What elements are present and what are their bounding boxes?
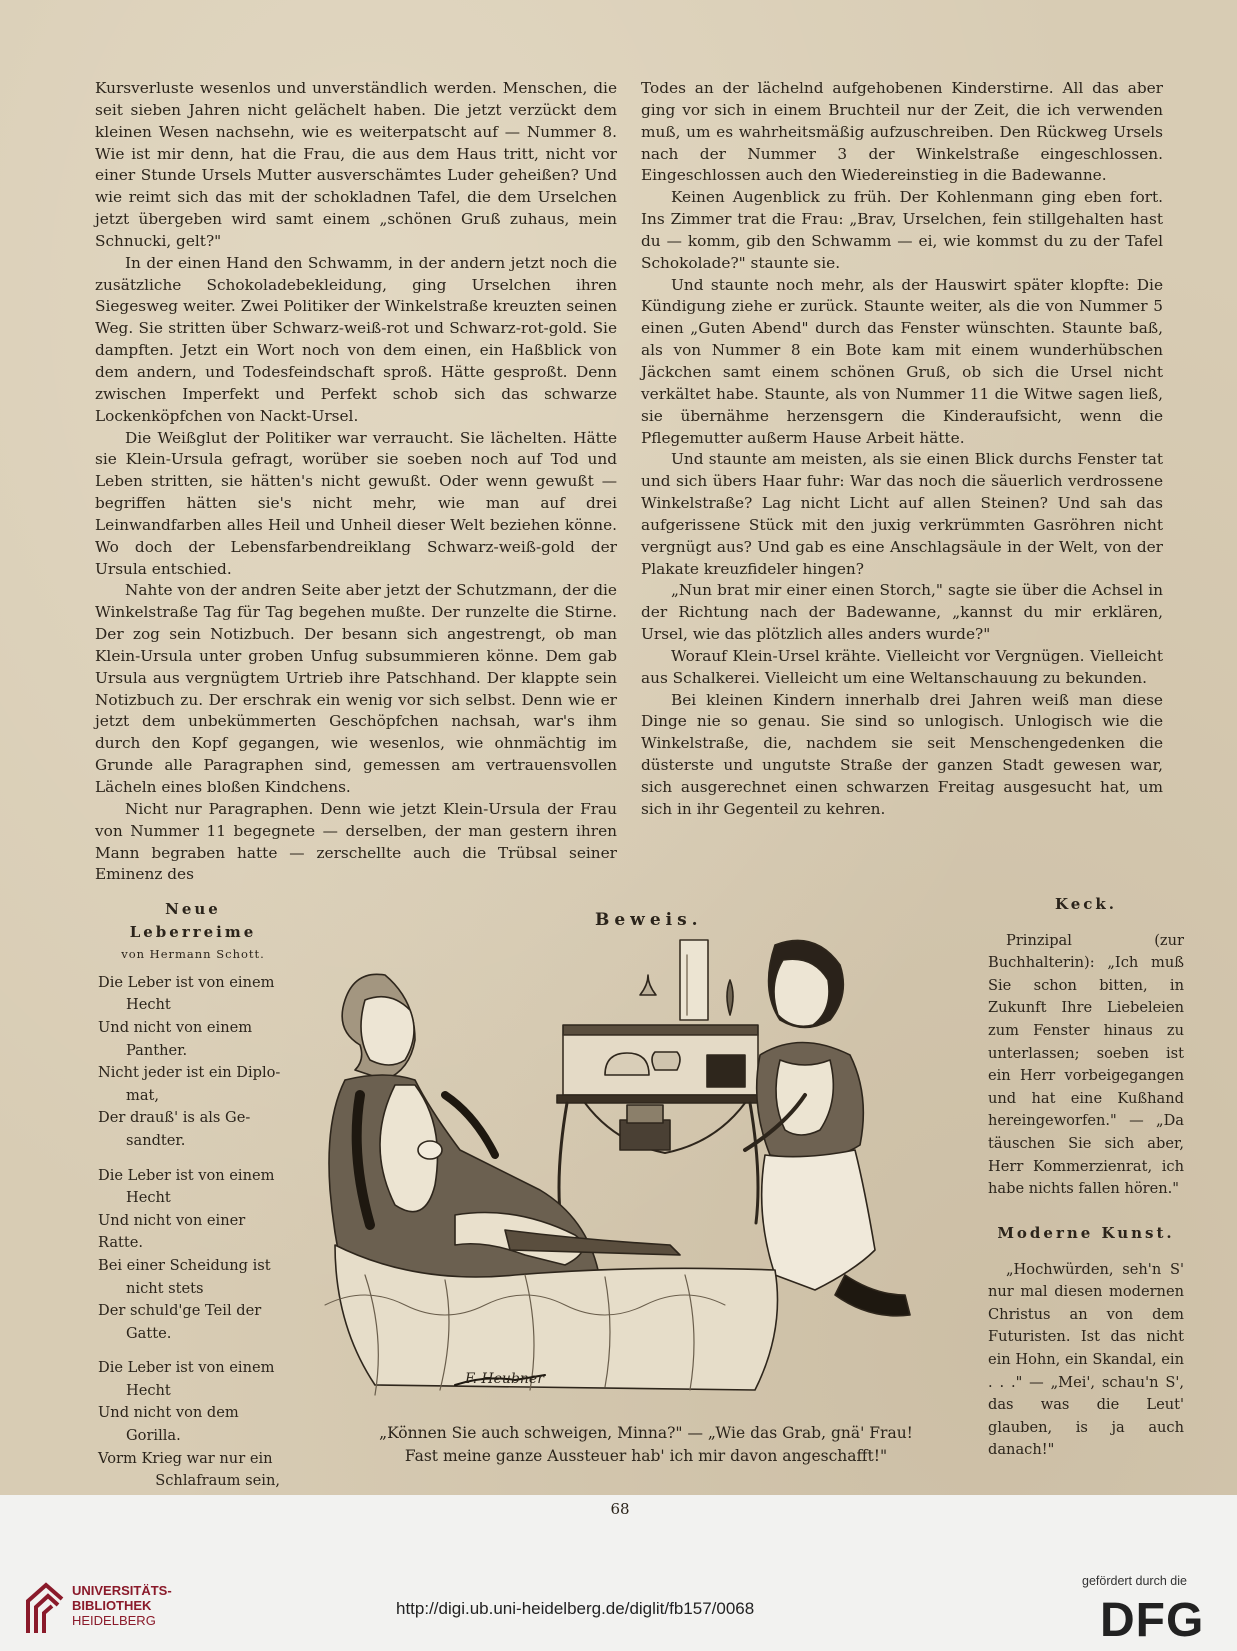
library-line: BIBLIOTHEK <box>72 1598 152 1613</box>
poem-line: Die Leber ist von einem <box>98 1166 275 1184</box>
etagere-table <box>557 940 762 1223</box>
woman-right <box>745 941 910 1316</box>
story-column-right <box>641 78 1163 821</box>
poem-stanza <box>98 972 288 1153</box>
source-url-link[interactable]: http://digi.ub.uni-heidelberg.de/diglit/fb157/0068 <box>396 1599 755 1618</box>
illustration-two-women <box>305 945 975 1415</box>
paragraph: Nicht nur Paragraphen. Denn wie jetzt Klein-Ursula der Frau von Nummer 11 begegnete — derselben, der man gestern ihren Mann begraben hatte — zerschellte auch die Trübsal seiner Eminenz des <box>95 799 617 884</box>
poem-line: Der schuld'ge Teil der <box>98 1302 262 1320</box>
poem-line: Und nicht von einer Ratte. <box>98 1211 246 1252</box>
paragraph: Kursverluste wesenlos und unverständlich werden. Menschen, die seit sieben Jahren nicht gelächelt haben. Die jetzt verzückt dem kleinen Wesen nachsehn, wie es weiterpatscht auf — Nummer 8. Wie ist mir denn, hat die Frau, die aus dem Haus tritt, nicht vor einer Stunde Ursels Mutter ausverschämtes Luder geheißen? Und wie reimt sich das mit der schokladnen Tafel, die dem Urselchen jetzt übergeben wird samt einem „schönen Gruß zuhaus, mein Schnucki, gelt?" <box>95 79 617 250</box>
poem-line: nicht stets <box>126 1279 204 1297</box>
paragraph: Keinen Augenblick zu früh. Der Kohlenmann ging eben fort. Ins Zimmer trat die Frau: „Brav, Urselchen, fein stillgehalten hast du — komm, gib den Schwamm — ei, wie kommst du zu der Tafel Schokolade?" staunte sie. <box>641 188 1163 272</box>
poem-line: Nicht jeder ist ein Diplo- <box>98 1064 281 1082</box>
moderne-kunst-title: Moderne Kunst. <box>997 1224 1175 1242</box>
viewer-footer <box>0 1495 1237 1651</box>
poem-title: Neue Leberreime <box>129 900 257 941</box>
keck-title: Keck. <box>1055 895 1117 913</box>
poem-line: Hecht <box>126 1381 171 1399</box>
poem-line: Bei einer Scheidung ist <box>98 1256 271 1274</box>
illustration-title: Beweis. <box>595 910 703 930</box>
caption-line: „Können Sie auch schweigen, Minna?" — „Wie das Grab, gnä' Frau! <box>379 1424 913 1442</box>
story-column-left <box>95 78 617 886</box>
keck-text: Prinzipal (zur Buchhalterin): „Ich muß Sie schon bitten, in Zukunft Ihre Liebeleien zum Fenster hinaus zu unterlassen; soeben ist ein Herr vorbeigegangen und hat eine Kußhand hereingeworfen." — „Da täuschen Sie sich aber, Herr Kommerzienrat, ich habe nichts fallen hören." <box>988 931 1184 1198</box>
library-line: UNIVERSITÄTS- <box>72 1583 172 1598</box>
poem-line: Und nicht von einem <box>98 1018 253 1036</box>
poem-line: Vorm Krieg war nur ein <box>98 1449 273 1467</box>
poem-line: sandter. <box>126 1131 186 1149</box>
poem-line: Panther. <box>126 1041 188 1059</box>
poem-line: Gatte. <box>126 1324 172 1342</box>
moderne-kunst-text: „Hochwürden, seh'n S' nur mal diesen modernen Christus an von dem Futuristen. Ist das nicht ein Hohn, ein Skandal, ein . . ." — „Mei', schau'n S', das was die Leut' glauben, is ja auch danach!" <box>988 1260 1184 1459</box>
university-library-logo-icon <box>24 1581 66 1637</box>
paragraph: Todes an der lächelnd aufgehobenen Kinderstirne. All das aber ging vor sich in einem Bruchteil nur der Zeit, die ich verwenden muß, um es wahrheitsmäßig aufzuschreiben. Den Rückweg Ursels nach der Nummer 3 der Winkelstraße eingeschlossen. Eingeschlossen auch den Wiedereinstieg in die Badewanne. <box>641 79 1163 185</box>
poem-author: von Hermann Schott. <box>121 947 265 962</box>
paragraph: Die Weißglut der Politiker war verraucht. Sie lächelten. Hätte sie Klein-Ursula gefragt, worüber sie soeben noch auf Tod und Leben stritten, sie hätten's nicht gewußt. Oder wenn gewußt — begriffen hätten sie's nicht mehr, wie man auf drei Leinwandfarben alles Heil und Unheil dieser Welt beziehen könne. Wo doch der Lebensfarbendreiklang Schwarz-weiß-gold der Ursula entschied. <box>95 428 617 578</box>
paragraph: Worauf Klein-Ursel krähte. Vielleicht vor Vergnügen. Vielleicht aus Schalkerei. Vielleicht um eine Weltanschauung zu bekunden. <box>641 646 1163 687</box>
paragraph: Nahte von der andren Seite aber jetzt der Schutzmann, der die Winkelstraße Tag für Tag begehen mußte. Der runzelte die Stirne. Der zog sein Notizbuch. Der besann sich angestrengt, ob man Klein-Ursula unter groben Unfug subsummieren könne. Dem gab Ursula aus vergnügtem Urtrieb ihre Patschhand. Der klappte sein Notizbuch zu. Der erschrak ein wenig vor sich selbst. Denn wie er jetzt dem unbekümmerten Geschöpfchen nachsah, war's ihm durch den Kopf gegangen, wie wesenlos, wie ohnmächtig im Grunde alle Paragraphen sind, gemessen am vertrauensvollen Lächeln eines bloßen Kindchens. <box>95 581 617 796</box>
paragraph: „Nun brat mir einer einen Storch," sagte sie über die Achsel in der Richtung nach der Badewanne, „kannst du mir erklären, Ursel, wie das plötzlich alles anders wurde?" <box>641 581 1163 644</box>
paragraph: Und staunte noch mehr, als der Hauswirt später klopfte: Die Kündigung ziehe er zurück. Staunte weiter, als die von Nummer 5 einen „Guten Abend" durch das Fenster wünschten. Staunte baß, als von Nummer 8 ein Bote kam mit einem wunderhübschen Jäckchen samt einem schönen Gruß, ob sich die Ursel nicht verkältet habe. Staunte, als von Nummer 11 die Witwe sagen ließ, sie übernähme herzensgern die Kinderaufsicht, wenn die Pflegemutter außerm Hause Arbeit hätte. <box>641 275 1163 447</box>
poem-line: Die Leber ist von einem <box>98 1359 275 1377</box>
poem-line: Und nicht von dem <box>98 1404 239 1422</box>
artist-signature: F. Heubner <box>465 1371 544 1387</box>
poem-line: Schlafraum sein, <box>155 1472 280 1490</box>
university-library-name <box>72 1583 172 1628</box>
poem-sidebar <box>98 898 288 1527</box>
library-line: HEIDELBERG <box>72 1613 156 1628</box>
page-number: 68 <box>610 1500 630 1518</box>
keck-anecdote <box>988 893 1184 1201</box>
poem-line: Der drauß' is als Ge- <box>98 1109 251 1127</box>
poem-line: Hecht <box>126 1189 171 1207</box>
poem-line: mat, <box>126 1086 160 1104</box>
poem-line: Gorilla. <box>126 1427 181 1445</box>
poem-stanza <box>98 1165 288 1346</box>
moderne-kunst-anecdote <box>988 1222 1184 1462</box>
paragraph: In der einen Hand den Schwamm, in der andern jetzt noch die zusätzliche Schokoladebekleidung, ging Urselchen ihren Siegesweg weiter. Zwei Politiker der Winkelstraße kreuzten seinen Weg. Sie stritten über Schwarz-weiß-rot und Schwarz-rot-gold. Sie dampften. Jetzt ein Wort noch von dem einen, ein Haßblick von dem andern, und Todesfeindschaft sproß. Hätte gesproßt. Denn zwischen Imperfekt und Perfekt schob sich das schwarze Lockenköpfchen von Nackt-Ursel. <box>95 253 617 425</box>
poem-stanza <box>98 1357 288 1515</box>
illustration-caption <box>322 1422 970 1468</box>
paragraph: Bei kleinen Kindern innerhalb drei Jahren weiß man diese Dinge nie so genau. Sie sind so unlogisch. Unlogisch wie die Winkelstraße, die, nachdem sie seit Menschengedenken die düsterste und ungutste Straße der ganzen Stadt gewesen war, sich ausgerechnet einen schwarzen Freitag ausgesucht hat, um sich in ihr Gegenteil zu kehren. <box>641 690 1163 818</box>
caption-line: Fast meine ganze Aussteuer hab' ich mir davon angeschafft!" <box>404 1447 888 1465</box>
funding-label: gefördert durch die <box>1082 1574 1187 1588</box>
poem-line: Die Leber ist von einem <box>98 973 275 991</box>
poem-line: Hecht <box>126 996 171 1014</box>
dfg-logo: DFG <box>1100 1594 1205 1647</box>
paragraph: Und staunte am meisten, als sie einen Blick durchs Fenster tat und sich übers Haar fuhr: War das noch die säuerlich verdrossene Winkelstraße? Lag nicht Licht auf allen Steinen? Und sah das aufgerissene Stück mit den juxig verkrümmten Gasröhren nicht vergnügt aus? Und gab es eine Anschlagsäule in der Welt, von der Plakate kreuzfideler hingen? <box>641 450 1163 578</box>
